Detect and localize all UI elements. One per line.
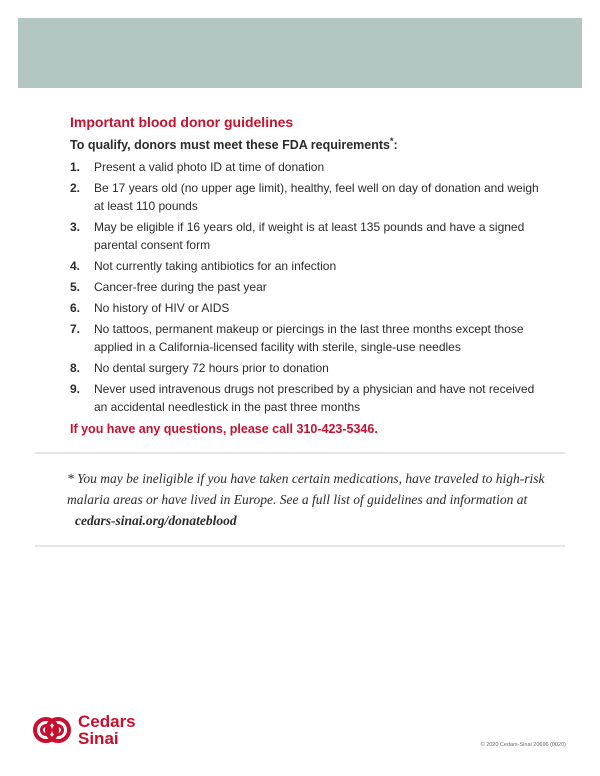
list-item-text: Cancer-free during the past year <box>94 280 267 295</box>
list-item-text: Be 17 years old (no upper age limit), healthy, feel well on day of donation and weigh at least 110 pounds <box>94 181 539 214</box>
list-item-number: 4. <box>70 259 81 274</box>
list-item-number: 2. <box>70 181 81 196</box>
list-item-number: 1. <box>70 160 81 175</box>
list-item <box>70 320 550 356</box>
list-item-number: 9. <box>70 382 81 397</box>
footnote <box>67 468 547 531</box>
cedars-sinai-logo <box>32 713 136 747</box>
list-item-text: May be eligible if 16 years old, if weight is at least 135 pounds and have a signed parental consent form <box>94 220 525 253</box>
list-item <box>70 380 550 416</box>
list-item-number: 5. <box>70 280 81 295</box>
contact-line: If you have any questions, please call 310-423-5346. <box>70 422 378 437</box>
requirements-intro-colon: : <box>393 138 398 153</box>
list-item <box>70 158 550 176</box>
page-title: Important blood donor guidelines <box>70 114 294 130</box>
list-item-text: No tattoos, permanent makeup or piercings in the last three months except those applied in a California-licensed facility with sterile, single-use needles <box>94 322 524 355</box>
list-item-number: 8. <box>70 361 81 376</box>
logo-mark-icon <box>32 713 72 747</box>
requirements-list <box>70 158 550 416</box>
list-item-number: 3. <box>70 220 81 235</box>
list-item-text: Not currently taking antibiotics for an infection <box>94 259 337 274</box>
list-item-number: 6. <box>70 301 81 316</box>
list-item-text: No dental surgery 72 hours prior to donation <box>94 361 329 376</box>
requirements-intro <box>70 136 550 152</box>
list-item <box>70 278 550 296</box>
copyright: © 2020 Cedars-Sinai 20696 (0020) <box>480 742 566 748</box>
logo-line1: Cedars <box>78 712 136 731</box>
divider-top <box>35 452 565 454</box>
list-item-text: Present a valid photo ID at time of donation <box>94 160 325 175</box>
guidelines-section <box>70 114 550 436</box>
list-item-text: Never used intravenous drugs not prescribed by a physician and have not received an accidental needlestick in the past three months <box>94 382 535 415</box>
list-item <box>70 299 550 317</box>
list-item-text: No history of HIV or AIDS <box>94 301 230 316</box>
list-item <box>70 218 550 254</box>
footnote-marker: * <box>389 136 394 146</box>
divider-bottom <box>35 545 565 547</box>
logo-line2: Sinai <box>78 729 119 748</box>
header-band <box>18 18 582 88</box>
requirements-intro-text: To qualify, donors must meet these FDA requirements <box>70 138 390 153</box>
footnote-text: * You may be ineligible if you have taken certain medications, have traveled to high-risk malaria areas or have lived in Europe. See a full list of guidelines and information at <box>67 471 545 507</box>
logo-text <box>78 713 136 747</box>
donate-link[interactable]: cedars-sinai.org/donateblood <box>75 513 237 528</box>
list-item <box>70 179 550 215</box>
list-item <box>70 257 550 275</box>
list-item-number: 7. <box>70 322 81 337</box>
list-item <box>70 359 550 377</box>
